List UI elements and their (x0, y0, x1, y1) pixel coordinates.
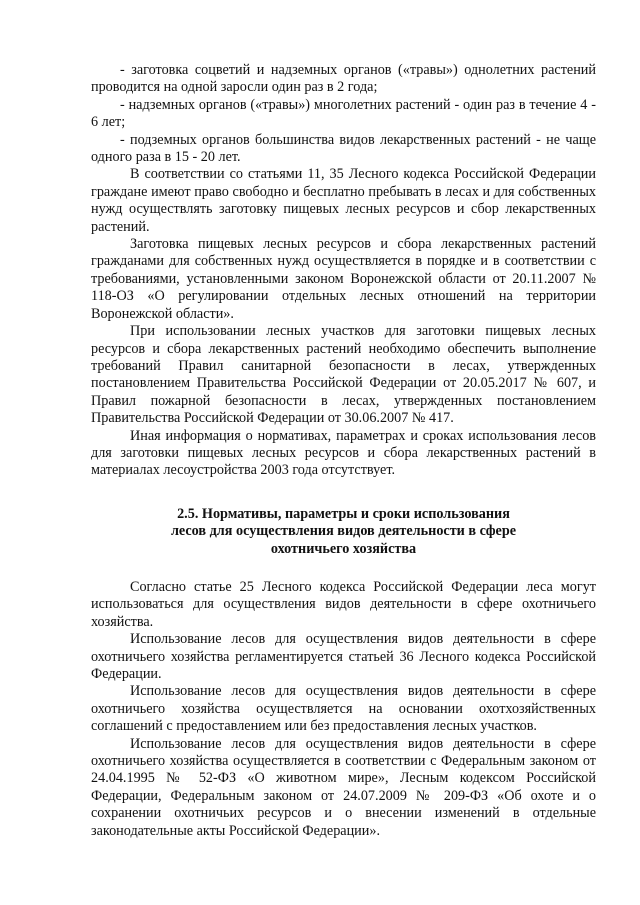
harvest-frequency-list (91, 62, 596, 166)
paragraph: Использование лесов для осуществления видов деятельности в сфере охотничьего хозяйства осуществляется в соответствии с Федеральным законом от 24.04.1995 № 52-ФЗ «О животном мире», Лесным кодексом Российской Федерации, Федеральным законом от 24.07.2009 № 209-ФЗ «Об охоте и о сохранении охотничьих ресурсов и о внесении изменений в отдельные законодательные акты Российской Федерации». (91, 735, 596, 839)
section-heading-line: лесов для осуществления видов деятельности в сфере (170, 523, 517, 540)
paragraph: В соответствии со статьями 11, 35 Лесного кодекса Российской Федерации граждане имеют право свободно и бесплатно пребывать в лесах и для собственных нужд осуществлять заготовку пищевых лесных ресурсов и сбор лекарственных растений. (91, 166, 596, 235)
list-item: - заготовка соцветий и надземных органов («травы») однолетних растений проводится на одной заросли один раз в 2 года; (91, 62, 596, 96)
paragraph: Использование лесов для осуществления видов деятельности в сфере охотничьего хозяйства регламентируется статьей 36 Лесного кодекса Российской Федерации. (91, 631, 596, 682)
list-item: - надземных органов («травы») многолетних растений - один раз в течение 4 - 6 лет; (91, 96, 596, 131)
section-heading (91, 506, 596, 558)
body-text-before (91, 166, 596, 479)
body-text-after (91, 579, 596, 840)
paragraph: Использование лесов для осуществления видов деятельности в сфере охотничьего хозяйства осуществляется на основании охотхозяйственных соглашений с предоставлением или без предоставления лесных участков. (91, 683, 596, 735)
list-item: - подземных органов большинства видов лекарственных растений - не чаще одного раза в 15 - 20 лет. (91, 131, 596, 166)
section-heading-line: охотничьего хозяйства (270, 540, 417, 557)
section-heading-line: 2.5. Нормативы, параметры и сроки использования (177, 505, 510, 522)
paragraph: Иная информация о нормативах, параметрах и сроках использования лесов для заготовки пищевых лесных ресурсов и сбора лекарственных растений в материалах лесоустройства 2003 года отсутствует. (91, 427, 596, 479)
paragraph: Заготовка пищевых лесных ресурсов и сбора лекарственных растений гражданами для собственных нужд осуществляется в порядке и в соответствии с требованиями, установленными законом Воронежской области от 20.11.2007 № 118-ОЗ «О регулировании отдельных лесных отношений на территории Воронежской области». (91, 236, 596, 322)
document-page (91, 62, 596, 840)
paragraph: Согласно статье 25 Лесного кодекса Российской Федерации леса могут использоваться для осуществления видов деятельности в сфере охотничьего хозяйства. (91, 578, 596, 630)
paragraph: При использовании лесных участков для заготовки пищевых лесных ресурсов и сбора лекарственных растений необходимо обеспечить выполнение требований Правил санитарной безопасности в лесах, утвержденных постановлением Правительства Российской Федерации от 20.05.2017 № 607, и Правил пожарной безопасности в лесах, утвержденных постановлением Правительства Российской Федерации от 30.06.2007 № 417. (91, 323, 596, 427)
